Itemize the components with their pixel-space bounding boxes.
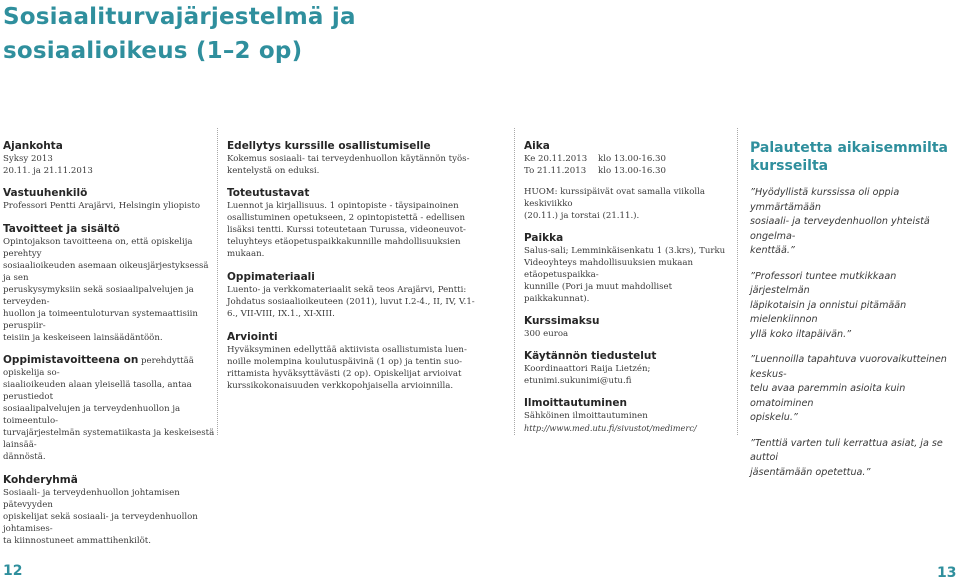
- column-4-main: [750, 186, 957, 480]
- column-3-main: [524, 186, 736, 434]
- aika-day: Ke 20.11.2013: [524, 154, 588, 164]
- column-divider-1: [217, 128, 218, 435]
- aika-row: [524, 153, 734, 165]
- oppimistavoitteet-heading: Oppimistavoitteena on: [3, 354, 139, 366]
- column-4: [750, 139, 955, 175]
- column-divider-3: [737, 128, 738, 435]
- ajankohta-text: Syksy 2013 20.11. ja 21.11.2013: [3, 154, 93, 176]
- ilmoittautuminen-heading: Ilmoittautuminen: [524, 397, 627, 409]
- tavoitteet-heading: Tavoitteet ja sisältö: [3, 223, 120, 235]
- aika-time: klo 13.00-16.30: [598, 154, 666, 164]
- tiedustelut-text: Koordinaattori Raija Lietzén; etunimi.sukunimi@utu.fi: [524, 364, 651, 386]
- column-3: [524, 139, 734, 177]
- page-title: [3, 0, 563, 68]
- vastuuhenkilo-text: Professori Pentti Arajärvi, Helsingin yliopisto: [3, 201, 201, 211]
- page-number-right: 13: [937, 565, 957, 581]
- feedback-quote: ”Hyödyllistä kurssissa oli oppia ymmärtämään sosiaali- ja terveydenhuollon yhteistä ongelma- kenttää.”: [750, 187, 930, 256]
- page-title-line1: Sosiaaliturvajärjestelmä ja: [3, 4, 356, 30]
- paikka-heading: Paikka: [524, 232, 564, 244]
- oppimateriaali-heading: Oppimateriaali: [227, 271, 315, 283]
- huom-text: HUOM: kurssipäivät ovat samalla viikolla keskiviikko (20.11.) ja torstai (21.11.).: [524, 187, 706, 221]
- vastuuhenkilo-heading: Vastuuhenkilö: [3, 187, 88, 199]
- aika-row: [524, 165, 734, 177]
- kohderyhma-text: Sosiaali- ja terveydenhuollon johtamisen pätevyyden opiskelijat sekä sosiaali- ja terveydenhuollon johtamises- ta kiinnostuneet ammattihenkilöt.: [3, 488, 198, 546]
- edellytys-text: Kokemus sosiaali- tai terveydenhuollon käytännön työs- kentelystä on eduksi.: [227, 154, 470, 176]
- oppimateriaali-text: Luento- ja verkkomateriaalit sekä teos Arajärvi, Pentti: Johdatus sosiaalioikeuteen (2011), luvut I.2-4., II, IV, V.1- 6., VII-VIII, IX.1., XI-XIII.: [227, 285, 475, 319]
- palaute-heading-line1: Palautetta aikaisemmilta: [750, 140, 948, 156]
- kurssimaksu-heading: Kurssimaksu: [524, 315, 600, 327]
- column-2: [227, 139, 512, 177]
- tiedustelut-heading: Käytännön tiedustelut: [524, 350, 657, 362]
- oppimistavoitteet-paragraph: [3, 354, 215, 463]
- page-title-line2: sosiaalioikeus (1–2 op): [3, 38, 303, 64]
- kurssimaksu-text: 300 euroa: [524, 329, 569, 339]
- kohderyhma-heading: Kohderyhmä: [3, 474, 78, 486]
- toteutustavat-text: Luennot ja kirjallisuus. 1 opintopiste - täysipainoinen osallistuminen opetukseen, 2 opintopistettä - edellisen lisäksi tentti. Kurssi toteutetaan Turussa, videoneuvot- teluyhteys etäopetuspaikkakunnille mahdollisuuksien mukaan.: [227, 201, 466, 259]
- paikka-text: Salus-sali; Lemminkäisenkatu 1 (3.krs), Turku Videoyhteys mahdollisuuksien mukaan etäopetuspaikka- kunnille (Pori ja muut mahdolliset paikkakunnat).: [524, 246, 726, 304]
- column-1: [3, 139, 213, 177]
- feedback-quote: ”Tenttiä varten tuli kerrattua asiat, ja se auttoi jäsentämään opetettua.”: [750, 437, 943, 478]
- aika-day: To 21.11.2013: [524, 166, 587, 176]
- ilmoittautuminen-text: Sähköinen ilmoittautuminen: [524, 411, 648, 421]
- column-divider-2: [514, 128, 515, 435]
- column-2-main: [227, 186, 512, 392]
- oppimistavoitteet-text: perehdyttää opiskelija so- siaalioikeuden alaan yleisellä tasolla, antaa perustiedot sosiaalipalvelujen ja terveydenhuollon ja toimeentulo- turvajärjestelmän systematiikasta ja keskeisestä lainsää- dännöstä.: [3, 356, 215, 462]
- tavoitteet-text: Opintojakson tavoitteena on, että opiskelija perehtyy sosiaalioikeuden asemaan oikeusjärjestyksessä ja sen peruskysymyksiin sekä sosiaalipalvelujen ja terveyden- huollon ja toimeentuloturvan systemaattisiin peruspiir- teisiin ja keskeiseen lainsäädäntöön.: [3, 237, 209, 343]
- edellytys-heading: Edellytys kurssille osallistumiselle: [227, 140, 431, 152]
- arviointi-text: Hyväksyminen edellyttää aktiivista osallistumista luen- noille molempina koulutuspäivinä (1 op) ja tentin suo- rittamista hyväksyttävästi (2 op). Opiskelijat arvioivat kurssikokonaisuuden verkkopohjaisella arvioinnilla.: [227, 345, 467, 391]
- column-1-main: [3, 186, 215, 547]
- feedback-quote: ”Luennoilla tapahtuva vuorovaikutteinen keskus- telu avaa paremmin asioita kuin omatoiminen opiskelu.”: [750, 354, 947, 423]
- toteutustavat-heading: Toteutustavat: [227, 187, 310, 199]
- aika-heading: Aika: [524, 140, 550, 152]
- arviointi-heading: Arviointi: [227, 331, 278, 343]
- ajankohta-heading: Ajankohta: [3, 140, 63, 152]
- feedback-quote: ”Professori tuntee mutkikkaan järjestelmän läpikotaisin ja onnistui pitämään mielenkiinnon yllä koko iltapäivän.”: [750, 270, 907, 340]
- page-number-left: 12: [3, 563, 23, 579]
- aika-time: klo 13.00-16.30: [598, 166, 666, 176]
- ilmoittautuminen-link[interactable]: http://www.med.utu.fi/sivustot/medimerc/: [524, 423, 697, 433]
- palaute-heading-line2: kursseilta: [750, 158, 829, 174]
